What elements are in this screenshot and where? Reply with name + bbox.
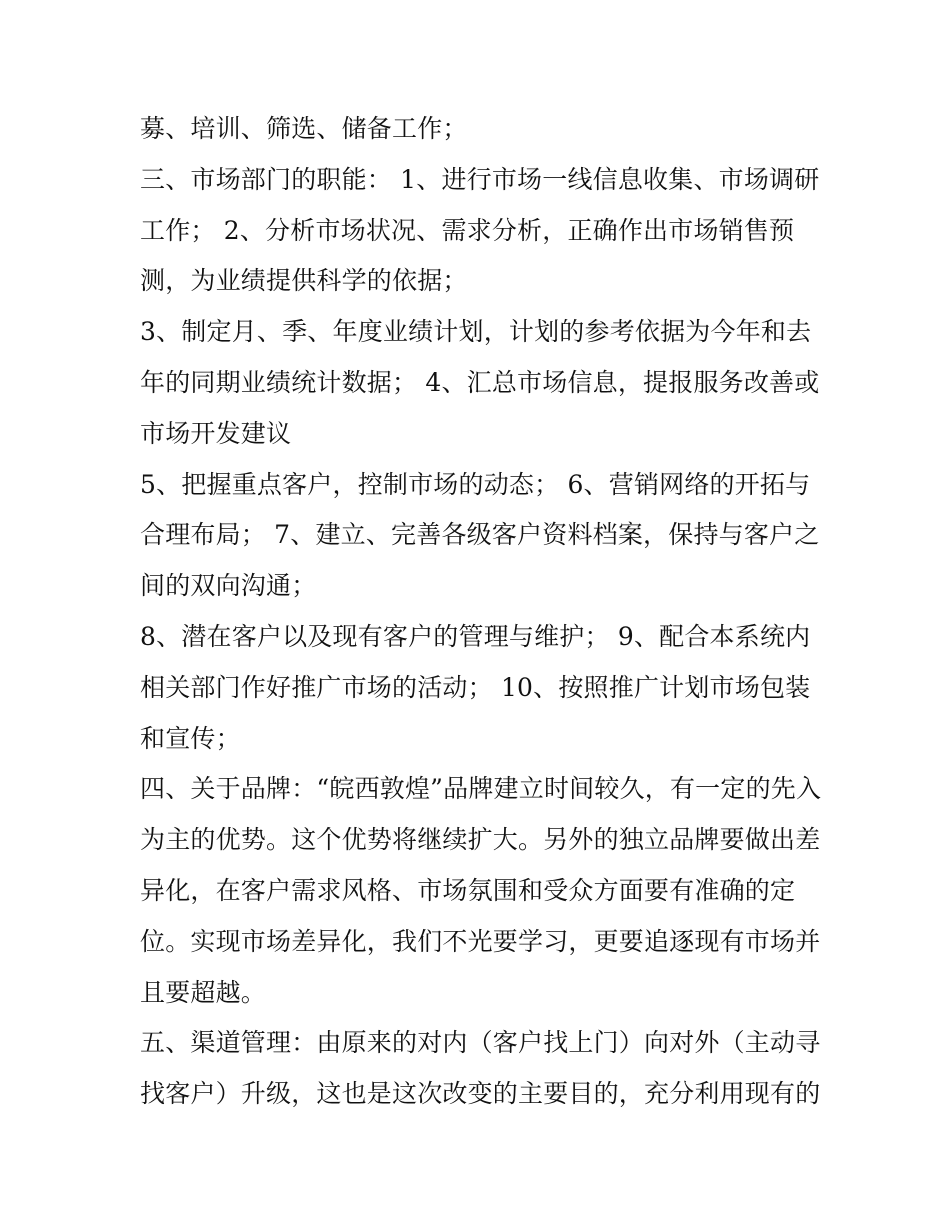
text-line: 位。实现市场差异化，我们不光要学习，更要追逐现有市场并 — [140, 926, 821, 956]
text-line: 五、渠道管理：由原来的对内（客户找上门）向对外（主动寻 — [140, 1028, 821, 1058]
text-line: 三、市场部门的职能： 1、进行市场一线信息收集、市场调研 — [140, 164, 820, 194]
text-line: 异化，在客户需求风格、市场氛围和受众方面要有准确的定 — [140, 875, 796, 905]
text-line: 3、制定月、季、年度业绩计划，计划的参考依据为今年和去 — [140, 317, 812, 347]
text-line: 间的双向沟通； — [140, 571, 317, 601]
text-line: 合理布局； 7、建立、完善各级客户资料档案，保持与客户之 — [140, 520, 820, 550]
text-line: 工作； 2、分析市场状况、需求分析，正确作出市场销售预 — [140, 215, 795, 245]
text-line: 市场开发建议 — [140, 418, 292, 448]
text-line: 相关部门作好推广市场的活动； 10、按照推广计划市场包装 — [140, 672, 811, 702]
text-line: 募、培训、筛选、储备工作； — [140, 114, 468, 143]
text-line: 找客户）升级，这也是这次改变的主要目的，充分利用现有的 — [140, 1079, 821, 1109]
document-body — [140, 104, 830, 1120]
text-line: 测，为业绩提供科学的依据； — [140, 266, 468, 296]
text-line: 为主的优势。这个优势将继续扩大。另外的独立品牌要做出差 — [140, 825, 821, 855]
text-line: 且要超越。 — [140, 977, 267, 1007]
text-line: 8、潜在客户以及现有客户的管理与维护； 9、配合本系统内 — [140, 621, 811, 651]
text-line: 四、关于品牌：“皖西敦煌”品牌建立时间较久，有一定的先入 — [140, 774, 822, 804]
text-line: 5、把握重点客户，控制市场的动态； 6、营销网络的开拓与 — [140, 469, 811, 499]
text-line: 年的同期业绩统计数据； 4、汇总市场信息，提报服务改善或 — [140, 367, 820, 397]
text-line: 和宣传； — [140, 723, 241, 753]
